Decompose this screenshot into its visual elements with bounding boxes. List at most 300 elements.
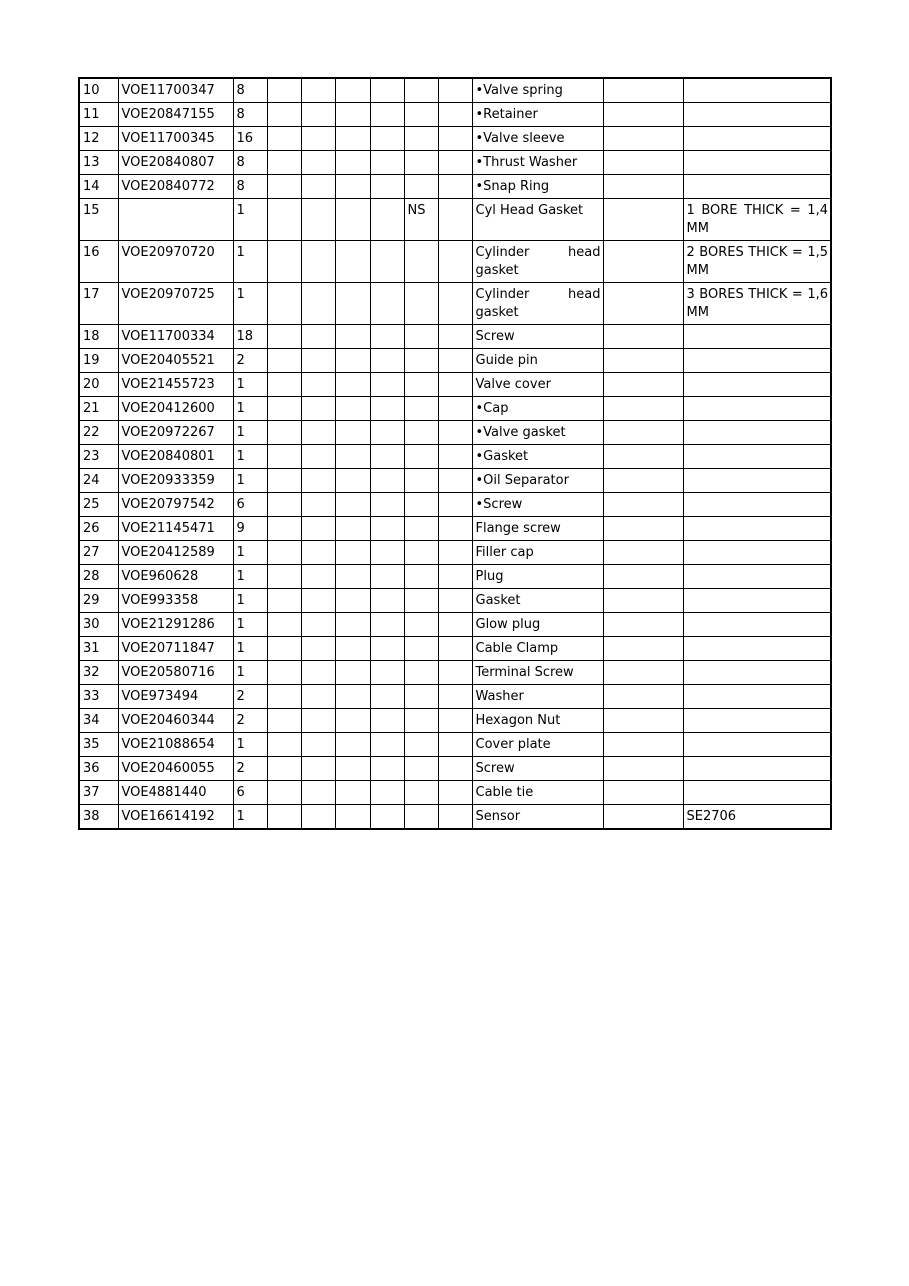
blank-cell-6 <box>438 661 472 685</box>
code-cell <box>404 541 438 565</box>
quantity-cell: 1 <box>233 541 267 565</box>
note-cell <box>683 565 831 589</box>
reference-cell <box>603 445 683 469</box>
blank-cell-1 <box>267 613 301 637</box>
quantity-cell: 1 <box>233 373 267 397</box>
reference-cell <box>603 661 683 685</box>
description-cell: Guide pin <box>472 349 603 373</box>
blank-cell-4 <box>370 685 404 709</box>
quantity-cell: 6 <box>233 493 267 517</box>
quantity-cell: 2 <box>233 709 267 733</box>
description-cell: Cover plate <box>472 733 603 757</box>
note-cell <box>683 613 831 637</box>
blank-cell-2 <box>301 421 335 445</box>
blank-cell-1 <box>267 805 301 830</box>
code-cell <box>404 175 438 199</box>
code-cell <box>404 613 438 637</box>
blank-cell-6 <box>438 709 472 733</box>
part-number-cell: VOE20797542 <box>118 493 233 517</box>
blank-cell-3 <box>335 589 370 613</box>
position-cell: 32 <box>79 661 118 685</box>
position-cell: 10 <box>79 78 118 103</box>
position-cell: 34 <box>79 709 118 733</box>
quantity-cell: 1 <box>233 469 267 493</box>
table-row <box>79 565 831 589</box>
blank-cell-6 <box>438 397 472 421</box>
blank-cell-3 <box>335 661 370 685</box>
part-number-cell: VOE20840807 <box>118 151 233 175</box>
blank-cell-6 <box>438 541 472 565</box>
blank-cell-2 <box>301 733 335 757</box>
reference-cell <box>603 541 683 565</box>
blank-cell-2 <box>301 241 335 283</box>
code-cell <box>404 733 438 757</box>
note-cell <box>683 661 831 685</box>
part-number-cell <box>118 199 233 241</box>
blank-cell-3 <box>335 517 370 541</box>
blank-cell-6 <box>438 805 472 830</box>
blank-cell-3 <box>335 127 370 151</box>
parts-table-body <box>79 78 831 829</box>
code-cell <box>404 469 438 493</box>
code-cell <box>404 805 438 830</box>
blank-cell-4 <box>370 175 404 199</box>
blank-cell-4 <box>370 637 404 661</box>
blank-cell-1 <box>267 637 301 661</box>
part-number-cell: VOE20933359 <box>118 469 233 493</box>
blank-cell-3 <box>335 733 370 757</box>
blank-cell-6 <box>438 151 472 175</box>
blank-cell-1 <box>267 445 301 469</box>
blank-cell-3 <box>335 541 370 565</box>
quantity-cell: 1 <box>233 733 267 757</box>
reference-cell <box>603 397 683 421</box>
reference-cell <box>603 757 683 781</box>
quantity-cell: 1 <box>233 637 267 661</box>
blank-cell-3 <box>335 283 370 325</box>
part-number-cell: VOE11700347 <box>118 78 233 103</box>
blank-cell-3 <box>335 445 370 469</box>
blank-cell-4 <box>370 733 404 757</box>
blank-cell-4 <box>370 325 404 349</box>
blank-cell-3 <box>335 613 370 637</box>
blank-cell-1 <box>267 469 301 493</box>
blank-cell-2 <box>301 373 335 397</box>
blank-cell-2 <box>301 127 335 151</box>
description-cell: •Cap <box>472 397 603 421</box>
blank-cell-6 <box>438 637 472 661</box>
table-row <box>79 78 831 103</box>
blank-cell-2 <box>301 565 335 589</box>
reference-cell <box>603 78 683 103</box>
blank-cell-1 <box>267 781 301 805</box>
blank-cell-3 <box>335 781 370 805</box>
quantity-cell: 1 <box>233 241 267 283</box>
part-number-cell: VOE21291286 <box>118 613 233 637</box>
reference-cell <box>603 517 683 541</box>
blank-cell-4 <box>370 469 404 493</box>
note-cell <box>683 445 831 469</box>
description-cell: •Gasket <box>472 445 603 469</box>
note-cell <box>683 757 831 781</box>
position-cell: 13 <box>79 151 118 175</box>
part-number-cell: VOE20460055 <box>118 757 233 781</box>
blank-cell-3 <box>335 637 370 661</box>
table-row <box>79 151 831 175</box>
blank-cell-6 <box>438 349 472 373</box>
position-cell: 21 <box>79 397 118 421</box>
position-cell: 35 <box>79 733 118 757</box>
blank-cell-3 <box>335 685 370 709</box>
part-number-cell: VOE20970720 <box>118 241 233 283</box>
position-cell: 37 <box>79 781 118 805</box>
blank-cell-6 <box>438 613 472 637</box>
blank-cell-1 <box>267 127 301 151</box>
description-cell: Valve cover <box>472 373 603 397</box>
description-cell: Cable Clamp <box>472 637 603 661</box>
blank-cell-1 <box>267 565 301 589</box>
blank-cell-4 <box>370 283 404 325</box>
note-cell: 3 BORES THICK = 1,6 MM <box>683 283 831 325</box>
description-cell: Hexagon Nut <box>472 709 603 733</box>
blank-cell-4 <box>370 805 404 830</box>
blank-cell-2 <box>301 637 335 661</box>
blank-cell-1 <box>267 373 301 397</box>
reference-cell <box>603 421 683 445</box>
blank-cell-2 <box>301 175 335 199</box>
blank-cell-3 <box>335 709 370 733</box>
reference-cell <box>603 589 683 613</box>
description-cell: Filler cap <box>472 541 603 565</box>
note-cell: 2 BORES THICK = 1,5 MM <box>683 241 831 283</box>
reference-cell <box>603 709 683 733</box>
blank-cell-1 <box>267 175 301 199</box>
part-number-cell: VOE20711847 <box>118 637 233 661</box>
blank-cell-6 <box>438 589 472 613</box>
description-cell: •Valve spring <box>472 78 603 103</box>
part-number-cell: VOE973494 <box>118 685 233 709</box>
blank-cell-4 <box>370 661 404 685</box>
blank-cell-4 <box>370 349 404 373</box>
reference-cell <box>603 127 683 151</box>
blank-cell-2 <box>301 757 335 781</box>
note-cell <box>683 781 831 805</box>
table-row <box>79 325 831 349</box>
blank-cell-3 <box>335 103 370 127</box>
description-cell: Cable tie <box>472 781 603 805</box>
part-number-cell: VOE20412600 <box>118 397 233 421</box>
description-cell: Terminal Screw <box>472 661 603 685</box>
blank-cell-2 <box>301 613 335 637</box>
quantity-cell: 16 <box>233 127 267 151</box>
position-cell: 14 <box>79 175 118 199</box>
blank-cell-1 <box>267 151 301 175</box>
part-number-cell: VOE20460344 <box>118 709 233 733</box>
blank-cell-6 <box>438 733 472 757</box>
quantity-cell: 1 <box>233 661 267 685</box>
blank-cell-6 <box>438 103 472 127</box>
note-cell <box>683 733 831 757</box>
code-cell <box>404 127 438 151</box>
blank-cell-2 <box>301 805 335 830</box>
blank-cell-3 <box>335 469 370 493</box>
blank-cell-3 <box>335 397 370 421</box>
note-cell <box>683 175 831 199</box>
quantity-cell: 1 <box>233 565 267 589</box>
reference-cell <box>603 733 683 757</box>
table-row <box>79 241 831 283</box>
table-row <box>79 127 831 151</box>
part-number-cell: VOE16614192 <box>118 805 233 830</box>
blank-cell-3 <box>335 349 370 373</box>
code-cell <box>404 685 438 709</box>
code-cell <box>404 325 438 349</box>
quantity-cell: 18 <box>233 325 267 349</box>
reference-cell <box>603 151 683 175</box>
table-row <box>79 493 831 517</box>
quantity-cell: 2 <box>233 757 267 781</box>
position-cell: 29 <box>79 589 118 613</box>
blank-cell-4 <box>370 565 404 589</box>
description-cell: Glow plug <box>472 613 603 637</box>
blank-cell-4 <box>370 397 404 421</box>
code-cell <box>404 709 438 733</box>
quantity-cell: 1 <box>233 589 267 613</box>
code-cell <box>404 589 438 613</box>
description-cell: Cylinder head gasket <box>472 241 603 283</box>
blank-cell-6 <box>438 325 472 349</box>
blank-cell-1 <box>267 757 301 781</box>
code-cell <box>404 103 438 127</box>
blank-cell-2 <box>301 493 335 517</box>
quantity-cell: 2 <box>233 685 267 709</box>
blank-cell-3 <box>335 757 370 781</box>
blank-cell-2 <box>301 103 335 127</box>
code-cell <box>404 661 438 685</box>
blank-cell-3 <box>335 325 370 349</box>
reference-cell <box>603 325 683 349</box>
part-number-cell: VOE20580716 <box>118 661 233 685</box>
note-cell <box>683 421 831 445</box>
blank-cell-1 <box>267 78 301 103</box>
code-cell <box>404 517 438 541</box>
table-row <box>79 805 831 830</box>
reference-cell <box>603 565 683 589</box>
blank-cell-1 <box>267 421 301 445</box>
note-cell <box>683 541 831 565</box>
blank-cell-2 <box>301 517 335 541</box>
reference-cell <box>603 469 683 493</box>
blank-cell-6 <box>438 127 472 151</box>
quantity-cell: 8 <box>233 175 267 199</box>
code-cell <box>404 565 438 589</box>
blank-cell-2 <box>301 283 335 325</box>
note-cell <box>683 517 831 541</box>
note-cell <box>683 397 831 421</box>
position-cell: 36 <box>79 757 118 781</box>
blank-cell-2 <box>301 469 335 493</box>
code-cell <box>404 151 438 175</box>
note-cell <box>683 373 831 397</box>
blank-cell-1 <box>267 493 301 517</box>
part-number-cell: VOE20970725 <box>118 283 233 325</box>
blank-cell-4 <box>370 445 404 469</box>
parts-table <box>78 77 832 830</box>
blank-cell-2 <box>301 199 335 241</box>
part-number-cell: VOE20840772 <box>118 175 233 199</box>
blank-cell-6 <box>438 469 472 493</box>
blank-cell-3 <box>335 805 370 830</box>
quantity-cell: 1 <box>233 805 267 830</box>
blank-cell-2 <box>301 781 335 805</box>
blank-cell-1 <box>267 589 301 613</box>
blank-cell-6 <box>438 685 472 709</box>
blank-cell-1 <box>267 517 301 541</box>
blank-cell-2 <box>301 349 335 373</box>
table-row <box>79 421 831 445</box>
code-cell <box>404 637 438 661</box>
reference-cell <box>603 781 683 805</box>
part-number-cell: VOE20972267 <box>118 421 233 445</box>
position-cell: 30 <box>79 613 118 637</box>
part-number-cell: VOE993358 <box>118 589 233 613</box>
position-cell: 18 <box>79 325 118 349</box>
quantity-cell: 1 <box>233 397 267 421</box>
blank-cell-2 <box>301 325 335 349</box>
table-row <box>79 685 831 709</box>
part-number-cell: VOE20405521 <box>118 349 233 373</box>
note-cell <box>683 151 831 175</box>
reference-cell <box>603 103 683 127</box>
quantity-cell: 1 <box>233 613 267 637</box>
table-row <box>79 613 831 637</box>
part-number-cell: VOE20412589 <box>118 541 233 565</box>
reference-cell <box>603 241 683 283</box>
table-row <box>79 589 831 613</box>
blank-cell-4 <box>370 103 404 127</box>
description-cell: •Valve gasket <box>472 421 603 445</box>
note-cell <box>683 127 831 151</box>
position-cell: 25 <box>79 493 118 517</box>
table-row <box>79 541 831 565</box>
part-number-cell: VOE20840801 <box>118 445 233 469</box>
blank-cell-2 <box>301 589 335 613</box>
code-cell <box>404 781 438 805</box>
blank-cell-4 <box>370 151 404 175</box>
description-cell: •Oil Separator <box>472 469 603 493</box>
code-cell <box>404 241 438 283</box>
blank-cell-1 <box>267 685 301 709</box>
position-cell: 11 <box>79 103 118 127</box>
blank-cell-4 <box>370 78 404 103</box>
position-cell: 33 <box>79 685 118 709</box>
position-cell: 20 <box>79 373 118 397</box>
position-cell: 19 <box>79 349 118 373</box>
note-cell: 1 BORE THICK = 1,4 MM <box>683 199 831 241</box>
note-cell <box>683 685 831 709</box>
description-cell: Gasket <box>472 589 603 613</box>
blank-cell-6 <box>438 517 472 541</box>
blank-cell-4 <box>370 421 404 445</box>
blank-cell-3 <box>335 373 370 397</box>
table-row <box>79 709 831 733</box>
blank-cell-4 <box>370 241 404 283</box>
position-cell: 16 <box>79 241 118 283</box>
part-number-cell: VOE21088654 <box>118 733 233 757</box>
note-cell <box>683 469 831 493</box>
code-cell <box>404 421 438 445</box>
blank-cell-3 <box>335 175 370 199</box>
table-row <box>79 757 831 781</box>
blank-cell-3 <box>335 199 370 241</box>
table-row <box>79 445 831 469</box>
description-cell: Cylinder head gasket <box>472 283 603 325</box>
table-row <box>79 373 831 397</box>
part-number-cell: VOE11700334 <box>118 325 233 349</box>
blank-cell-1 <box>267 103 301 127</box>
position-cell: 22 <box>79 421 118 445</box>
blank-cell-1 <box>267 397 301 421</box>
blank-cell-4 <box>370 781 404 805</box>
blank-cell-2 <box>301 709 335 733</box>
reference-cell <box>603 175 683 199</box>
blank-cell-1 <box>267 661 301 685</box>
table-row <box>79 517 831 541</box>
position-cell: 17 <box>79 283 118 325</box>
blank-cell-1 <box>267 541 301 565</box>
table-row <box>79 175 831 199</box>
code-cell: NS <box>404 199 438 241</box>
table-row <box>79 637 831 661</box>
description-cell: Cyl Head Gasket <box>472 199 603 241</box>
note-cell <box>683 325 831 349</box>
blank-cell-6 <box>438 445 472 469</box>
code-cell <box>404 445 438 469</box>
note-cell <box>683 493 831 517</box>
blank-cell-4 <box>370 541 404 565</box>
blank-cell-2 <box>301 661 335 685</box>
note-cell: SE2706 <box>683 805 831 830</box>
quantity-cell: 1 <box>233 199 267 241</box>
position-cell: 12 <box>79 127 118 151</box>
blank-cell-2 <box>301 397 335 421</box>
part-number-cell: VOE21455723 <box>118 373 233 397</box>
note-cell <box>683 78 831 103</box>
part-number-cell: VOE4881440 <box>118 781 233 805</box>
position-cell: 28 <box>79 565 118 589</box>
blank-cell-6 <box>438 175 472 199</box>
note-cell <box>683 349 831 373</box>
table-row <box>79 733 831 757</box>
part-number-cell: VOE20847155 <box>118 103 233 127</box>
quantity-cell: 8 <box>233 151 267 175</box>
quantity-cell: 6 <box>233 781 267 805</box>
blank-cell-1 <box>267 709 301 733</box>
table-row <box>79 103 831 127</box>
description-cell: Sensor <box>472 805 603 830</box>
description-cell: •Valve sleeve <box>472 127 603 151</box>
note-cell <box>683 103 831 127</box>
blank-cell-2 <box>301 541 335 565</box>
code-cell <box>404 757 438 781</box>
description-cell: •Retainer <box>472 103 603 127</box>
table-row <box>79 397 831 421</box>
position-cell: 24 <box>79 469 118 493</box>
blank-cell-4 <box>370 493 404 517</box>
blank-cell-6 <box>438 283 472 325</box>
part-number-cell: VOE960628 <box>118 565 233 589</box>
reference-cell <box>603 685 683 709</box>
